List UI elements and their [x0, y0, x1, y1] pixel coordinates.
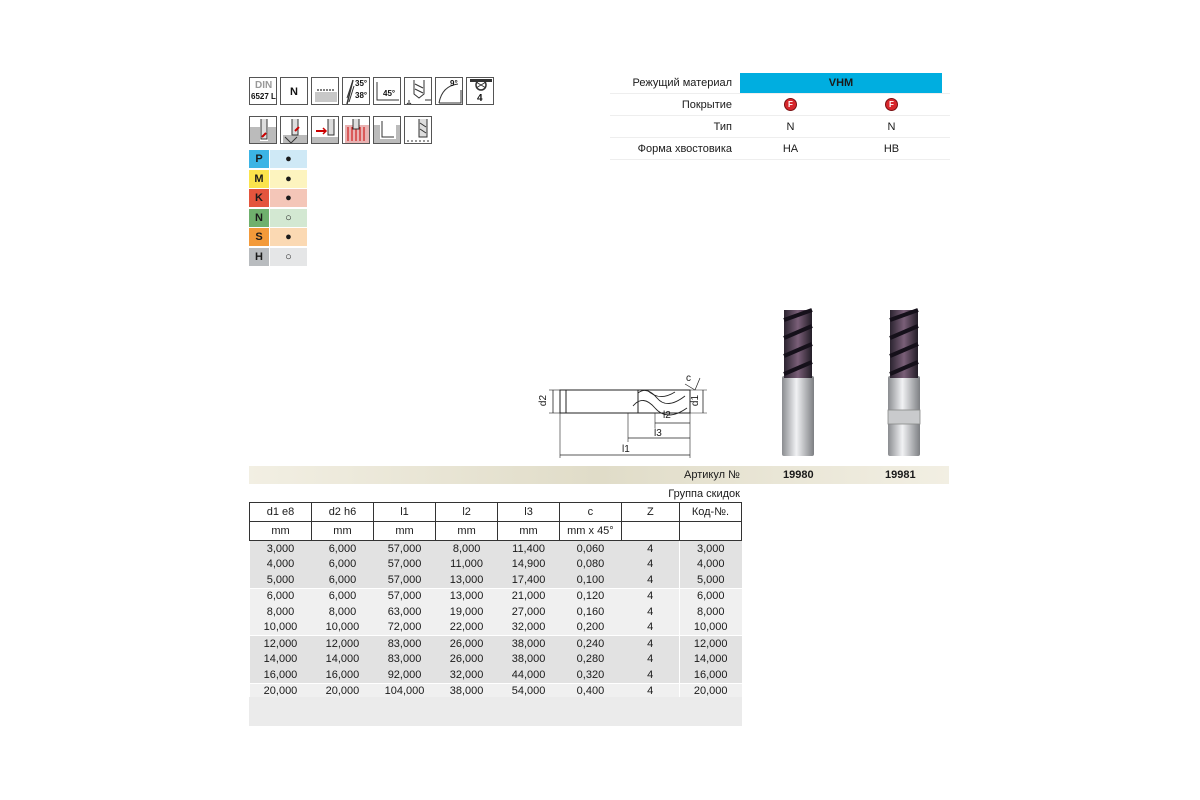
table-cell: 0,120	[560, 588, 622, 604]
table-row	[250, 557, 742, 573]
table-cell: 104,000	[373, 683, 435, 699]
shoulder-milling-icon	[280, 116, 308, 144]
type-label: Тип	[713, 120, 732, 133]
material-row	[249, 150, 307, 168]
column-unit	[679, 522, 741, 541]
table-cell: 57,000	[373, 557, 435, 573]
column-header: l1	[373, 503, 435, 522]
table-row	[250, 652, 742, 668]
table-cell: 17,400	[498, 572, 560, 588]
dimensions-table	[249, 502, 742, 699]
table-cell: 0,100	[560, 572, 622, 588]
type-value-1: N	[786, 120, 795, 133]
l1-label: l1	[622, 444, 630, 455]
table-cell: 16,000	[311, 667, 373, 683]
table-cell: 6,000	[311, 572, 373, 588]
table-cell: 0,080	[560, 557, 622, 573]
table-cell: 0,280	[560, 652, 622, 668]
clearance-angle-icon: 9°	[435, 77, 463, 105]
table-cell: 4	[621, 557, 679, 573]
article-number-2: 19981	[885, 469, 916, 481]
spec-row-coating	[610, 94, 950, 116]
plunge-icon	[404, 77, 432, 105]
material-row	[249, 209, 307, 227]
article-number-1: 19980	[783, 469, 814, 481]
table-cell: 57,000	[373, 572, 435, 588]
table-cell: 4	[621, 683, 679, 699]
coating-icon: F	[885, 98, 898, 111]
table-cell: 0,240	[560, 636, 622, 652]
column-unit	[621, 522, 679, 541]
article-band	[249, 466, 949, 484]
table-cell: 13,000	[436, 588, 498, 604]
spec-table	[610, 72, 950, 160]
table-cell: 38,000	[436, 683, 498, 699]
c-label: c	[686, 373, 691, 384]
material-suitability: ●	[270, 150, 307, 168]
shank-value-1: HA	[782, 142, 799, 155]
material-suitability: ●	[270, 170, 307, 188]
surface-icon	[311, 77, 339, 105]
table-cell: 21,000	[498, 588, 560, 604]
column-header: Код-№.	[679, 503, 741, 522]
material-suitability: ○	[270, 248, 307, 266]
material-row	[249, 189, 307, 207]
l3-label: l3	[654, 428, 662, 439]
table-cell: 3,000	[679, 541, 741, 557]
table-cell: 10,000	[311, 620, 373, 636]
corner-chamfer-icon: 45°	[373, 77, 401, 105]
article-label: Артикул №	[684, 469, 740, 481]
table-cell: 12,000	[679, 636, 741, 652]
slotting-icon	[249, 116, 277, 144]
table-cell: 4,000	[679, 557, 741, 573]
table-cell: 83,000	[373, 652, 435, 668]
table-cell: 4	[621, 636, 679, 652]
table-cell: 32,000	[436, 667, 498, 683]
table-cell: 4	[621, 572, 679, 588]
side-milling-icon	[404, 116, 432, 144]
table-cell: 0,060	[560, 541, 622, 557]
table-cell: 6,000	[679, 588, 741, 604]
material-row	[249, 248, 307, 266]
table-cell: 16,000	[250, 667, 312, 683]
table-cell: 5,000	[250, 572, 312, 588]
table-cell: 20,000	[250, 683, 312, 699]
table-cell: 8,000	[436, 541, 498, 557]
discount-group-label: Группа скидок	[668, 488, 740, 500]
table-cell: 20,000	[311, 683, 373, 699]
table-cell: 72,000	[373, 620, 435, 636]
spec-row-shank	[610, 138, 950, 160]
column-header: c	[560, 503, 622, 522]
end-mill-photo-ha	[778, 308, 818, 458]
column-unit: mm	[311, 522, 373, 541]
table-cell: 12,000	[311, 636, 373, 652]
table-cell: 26,000	[436, 652, 498, 668]
table-cell: 14,000	[679, 652, 741, 668]
spec-row-material	[610, 72, 950, 94]
material-letter: S	[249, 228, 269, 246]
material-row	[249, 170, 307, 188]
table-cell: 5,000	[679, 572, 741, 588]
table-cell: 26,000	[436, 636, 498, 652]
table-cell: 0,160	[560, 604, 622, 620]
table-cell: 4	[621, 604, 679, 620]
material-row	[249, 228, 307, 246]
table-cell: 0,200	[560, 620, 622, 636]
table-row	[250, 620, 742, 636]
material-letter: K	[249, 189, 269, 207]
table-cell: 4,000	[250, 557, 312, 573]
table-cell: 19,000	[436, 604, 498, 620]
table-cell: 57,000	[373, 541, 435, 557]
helix-angle-icon: 35° 38°	[342, 77, 370, 105]
table-cell: 4	[621, 652, 679, 668]
table-units-row	[250, 522, 742, 541]
table-cell: 3,000	[250, 541, 312, 557]
type-n-icon: N	[280, 77, 308, 105]
table-cell: 14,900	[498, 557, 560, 573]
table-cell: 8,000	[311, 604, 373, 620]
end-mill-photo-hb	[884, 308, 924, 458]
column-header: d2 h6	[311, 503, 373, 522]
table-cell: 57,000	[373, 588, 435, 604]
spec-row-type	[610, 116, 950, 138]
d1-label: d1	[690, 394, 702, 407]
coating-icon: F	[784, 98, 797, 111]
table-cell: 44,000	[498, 667, 560, 683]
table-cell: 63,000	[373, 604, 435, 620]
table-cell: 27,000	[498, 604, 560, 620]
material-suitability: ○	[270, 209, 307, 227]
table-cell: 4	[621, 588, 679, 604]
d2-label: d2	[538, 394, 550, 407]
cutting-material-label: Режущий материал	[632, 76, 732, 89]
pocket-milling-icon	[373, 116, 401, 144]
column-unit: mm x 45°	[560, 522, 622, 541]
table-cell: 6,000	[250, 588, 312, 604]
operation-icons-row	[249, 116, 432, 144]
column-unit: mm	[436, 522, 498, 541]
table-cell: 20,000	[679, 683, 741, 699]
table-cell: 38,000	[498, 652, 560, 668]
table-cell: 13,000	[436, 572, 498, 588]
table-cell: 12,000	[250, 636, 312, 652]
column-header: l3	[498, 503, 560, 522]
table-row	[250, 604, 742, 620]
material-letter: N	[249, 209, 269, 227]
table-cell: 6,000	[311, 557, 373, 573]
table-cell: 6,000	[311, 541, 373, 557]
table-cell: 11,000	[436, 557, 498, 573]
table-cell: 38,000	[498, 636, 560, 652]
column-header: l2	[436, 503, 498, 522]
material-suitability: ●	[270, 189, 307, 207]
l2-label: l2	[663, 410, 671, 421]
column-unit: mm	[250, 522, 312, 541]
material-suitability: ●	[270, 228, 307, 246]
coating-label: Покрытие	[681, 98, 732, 111]
table-cell: 92,000	[373, 667, 435, 683]
flutes-icon: 4	[466, 77, 494, 105]
table-empty-area	[249, 697, 742, 726]
table-cell: 6,000	[311, 588, 373, 604]
column-header: Z	[621, 503, 679, 522]
table-cell: 11,400	[498, 541, 560, 557]
contour-milling-icon	[342, 116, 370, 144]
table-cell: 0,400	[560, 683, 622, 699]
table-row	[250, 667, 742, 683]
table-cell: 8,000	[250, 604, 312, 620]
table-cell: 32,000	[498, 620, 560, 636]
column-unit: mm	[498, 522, 560, 541]
table-row	[250, 636, 742, 652]
table-row	[250, 588, 742, 604]
type-value-2: N	[887, 120, 896, 133]
table-row	[250, 541, 742, 557]
table-cell: 4	[621, 620, 679, 636]
material-letter: M	[249, 170, 269, 188]
table-cell: 4	[621, 667, 679, 683]
table-cell: 4	[621, 541, 679, 557]
material-letter: H	[249, 248, 269, 266]
table-header-row	[250, 503, 742, 522]
table-cell: 16,000	[679, 667, 741, 683]
table-cell: 10,000	[679, 620, 741, 636]
column-unit: mm	[373, 522, 435, 541]
table-cell: 14,000	[311, 652, 373, 668]
ramping-icon	[311, 116, 339, 144]
column-header: d1 e8	[250, 503, 312, 522]
table-cell: 10,000	[250, 620, 312, 636]
table-cell: 14,000	[250, 652, 312, 668]
table-cell: 83,000	[373, 636, 435, 652]
feature-icons-row	[249, 77, 494, 105]
table-cell: 8,000	[679, 604, 741, 620]
din-icon: DIN 6527 L	[249, 77, 277, 105]
table-row	[250, 572, 742, 588]
table-cell: 54,000	[498, 683, 560, 699]
material-groups	[249, 150, 307, 267]
table-cell: 22,000	[436, 620, 498, 636]
shank-label: Форма хвостовика	[637, 142, 732, 155]
shank-value-2: HB	[883, 142, 900, 155]
material-letter: P	[249, 150, 269, 168]
table-cell: 0,320	[560, 667, 622, 683]
cutting-material-value: VHM	[740, 73, 942, 93]
